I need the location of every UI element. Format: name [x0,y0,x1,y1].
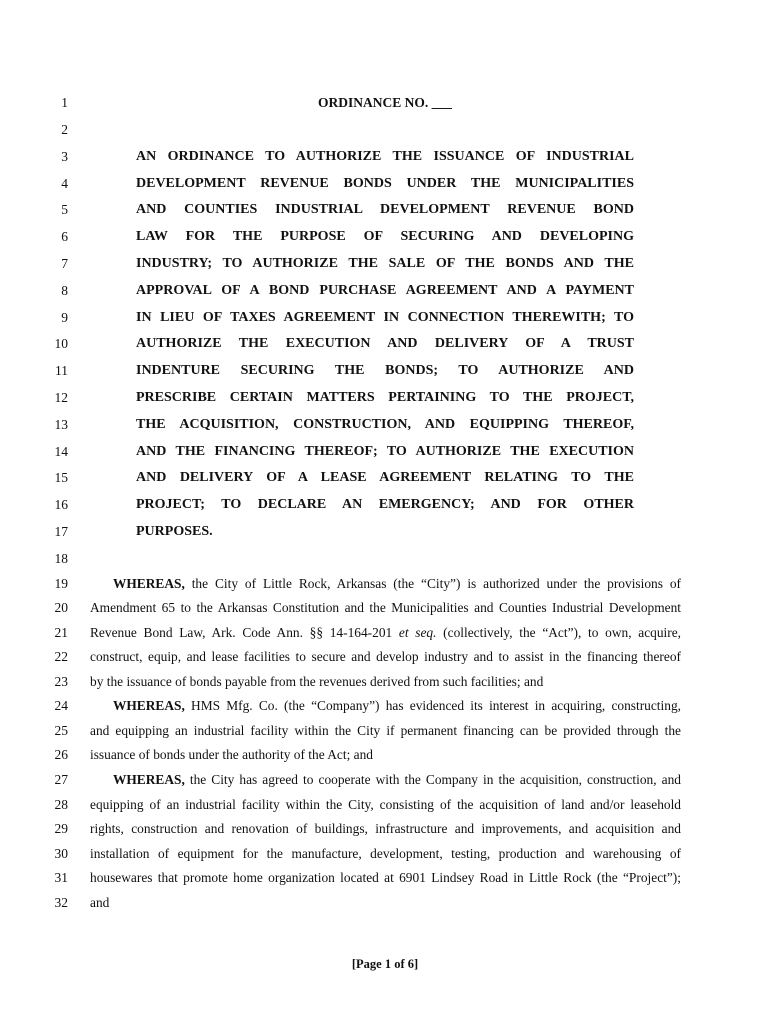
title-line: INDUSTRY; TO AUTHORIZE THE SALE OF THE BONDS AND THE [136,256,634,271]
line-number: 13 [54,417,68,432]
line-number: 16 [54,497,68,512]
line-number: 23 [54,674,68,689]
body-line: and [90,895,110,910]
title-line: LAW FOR THE PURPOSE OF SECURING AND DEVELOPING [136,229,634,244]
title-line: PROJECT; TO DECLARE AN EMERGENCY; AND FOR OTHER [136,497,634,512]
line-number: 15 [54,470,68,485]
body-line: rights, construction and renovation of buildings, infrastructure and improvements, and acquisition and [90,821,681,836]
body-text: the City has agreed to cooperate with the Company in the acquisition, construction, and [184,772,681,787]
body-line [113,576,681,592]
line-number: 2 [61,122,68,137]
title-line: PRESCRIBE CERTAIN MATTERS PERTAINING TO THE PROJECT, [136,390,634,405]
body-text: the City of Little Rock, Arkansas (the “City”) is authorized under the provisions of [184,576,681,591]
line-number: 12 [54,390,68,405]
line-number: 25 [54,723,68,738]
whereas-label: WHEREAS, [113,698,185,713]
line-number: 20 [54,600,68,615]
body-line: housewares that promote home organization located at 6901 Lindsey Road in Little Rock (the “Project”); [90,870,681,885]
title-line: THE ACQUISITION, CONSTRUCTION, AND EQUIPPING THEREOF, [136,417,634,432]
body-line: and equipping an industrial facility within the City if permanent financing can be provided through the [90,723,681,738]
line-number: 5 [61,202,68,217]
line-number: 8 [61,283,68,298]
whereas-label: WHEREAS, [113,772,185,787]
line-number: 24 [54,698,68,713]
body-line: installation of equipment for the manufacture, development, testing, production and warehousing of [90,846,681,861]
line-number: 4 [61,176,68,191]
line-number: 27 [54,772,68,787]
line-number: 17 [54,524,68,539]
title-line: APPROVAL OF A BOND PURCHASE AGREEMENT AND A PAYMENT [136,283,634,298]
line-number: 26 [54,747,68,762]
line-number: 21 [54,625,68,640]
line-number: 7 [61,256,68,271]
body-line [90,625,681,641]
page-footer: [Page 1 of 6] [351,957,419,971]
whereas-label: WHEREAS, [113,576,185,591]
ordinance-title: ORDINANCE NO. ___ [318,95,452,110]
italic-text: et seq. [398,625,437,640]
line-number: 14 [54,444,68,459]
line-number: 22 [54,649,68,664]
body-line: construct, equip, and lease facilities to secure and develop industry and to assist in the financing thereof [90,649,681,664]
line-number: 6 [61,229,68,244]
body-line: equipping of an industrial facility within the City, consisting of the acquisition of land and/or leasehold [90,797,681,812]
title-line: DEVELOPMENT REVENUE BONDS UNDER THE MUNICIPALITIES [136,176,634,191]
title-line: AND DELIVERY OF A LEASE AGREEMENT RELATING TO THE [136,470,634,485]
body-line: issuance of bonds under the authority of the Act; and [90,747,373,762]
title-line: PURPOSES. [136,524,213,539]
line-number: 11 [55,363,68,378]
line-number: 3 [61,149,68,164]
line-number: 18 [54,551,68,566]
title-line: AND THE FINANCING THEREOF; TO AUTHORIZE THE EXECUTION [136,444,634,459]
line-number: 32 [54,895,68,910]
body-text: HMS Mfg. Co. (the “Company”) has evidenced its interest in acquiring, constructing, [184,698,681,713]
body-line: by the issuance of bonds payable from the revenues derived from such facilities; and [90,674,544,689]
title-line: AND COUNTIES INDUSTRIAL DEVELOPMENT REVENUE BOND [136,202,634,217]
body-text: (collectively, the “Act”), to own, acquire, [436,625,681,640]
body-line: Amendment 65 to the Arkansas Constitution and the Municipalities and Counties Industrial Development [90,600,681,615]
title-line: AUTHORIZE THE EXECUTION AND DELIVERY OF A TRUST [136,336,634,351]
body-text: Revenue Bond Law, Ark. Code Ann. §§ 14-164-201 [90,625,399,640]
line-number: 28 [54,797,68,812]
line-number: 29 [54,821,68,836]
line-number: 19 [54,576,68,591]
body-line [113,698,681,714]
body-line [113,772,681,788]
line-number: 9 [61,310,68,325]
line-number: 10 [54,336,68,351]
title-line: INDENTURE SECURING THE BONDS; TO AUTHORIZE AND [136,363,634,378]
title-line: IN LIEU OF TAXES AGREEMENT IN CONNECTION THEREWITH; TO [136,310,634,325]
line-number: 31 [54,870,68,885]
title-line: AN ORDINANCE TO AUTHORIZE THE ISSUANCE OF INDUSTRIAL [136,149,634,164]
line-number: 30 [54,846,68,861]
line-number: 1 [61,95,68,110]
